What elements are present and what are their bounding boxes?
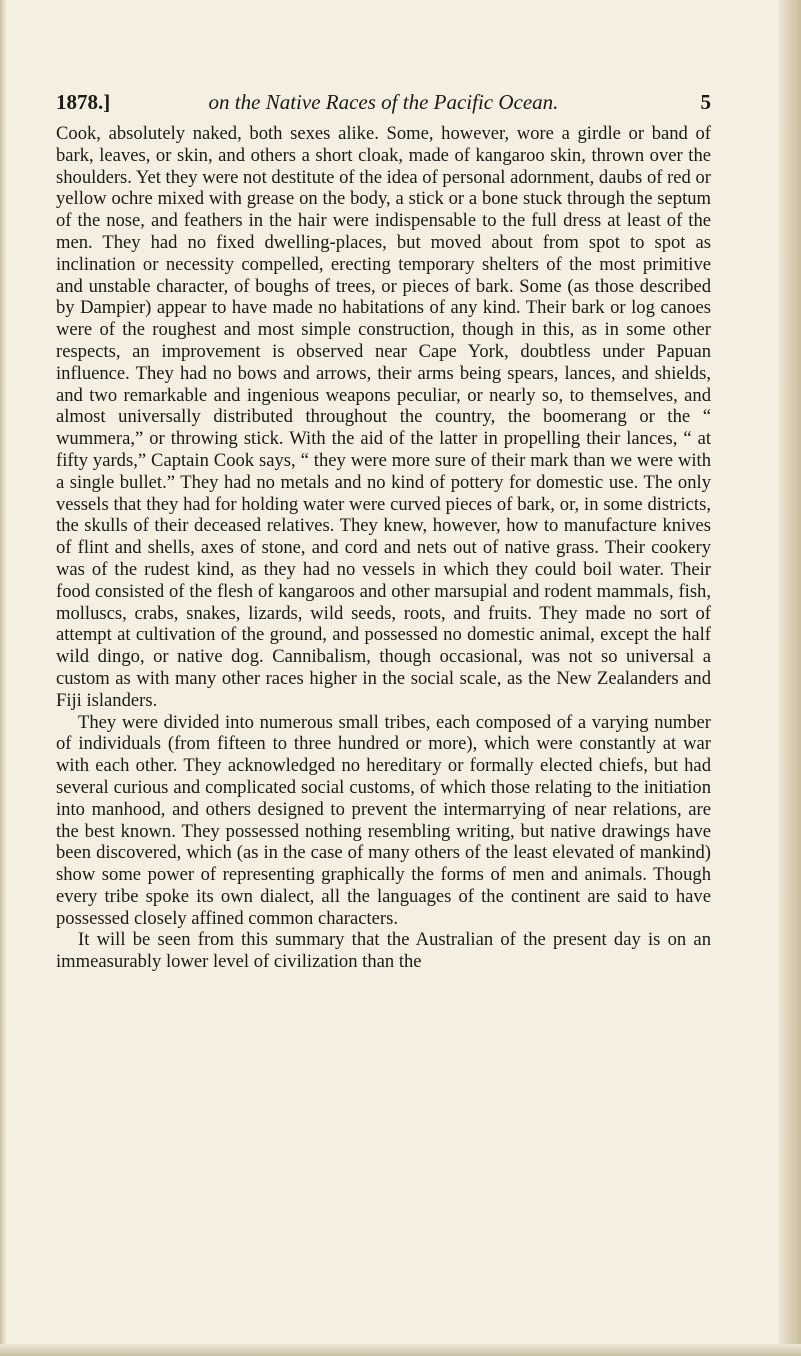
body-text <box>56 123 711 973</box>
page-edge-right <box>779 0 801 1356</box>
page-edge-left <box>0 0 6 1356</box>
running-header <box>56 90 711 118</box>
paragraph-3: It will be seen from this summary that the Australian of the present day is on an immeasurably lower level of civilization than the <box>56 929 711 973</box>
page-edge-bottom <box>0 1344 801 1356</box>
header-title: on the Native Races of the Pacific Ocean. <box>208 90 559 114</box>
page-number: 5 <box>700 90 711 114</box>
header-year: 1878.] <box>56 90 111 114</box>
paragraph-1: Cook, absolutely naked, both sexes alike. Some, however, wore a girdle or band of bark, leaves, or skin, and others a short cloak, made of kangaroo skin, thrown over the shoulders. Yet they were not destitute of the idea of personal adornment, daubs of red or yellow ochre mixed with grease on the body, a stick or a bone stuck through the septum of the nose, and feathers in the hair were indispensable to the full dress at least of the men. They had no fixed dwelling-places, but moved about from spot to spot as inclination or necessity compelled, erecting temporary shelters of the most primitive and unstable character, of boughs of trees, or pieces of bark. Some (as those described by Dampier) appear to have made no habitations of any kind. Their bark or log canoes were of the roughest and most simple construction, though in this, as in some other respects, an improvement is observed near Cape York, doubtless under Papuan influence. They had no bows and arrows, their arms being spears, lances, and shields, and two remarkable and ingenious weapons peculiar, or nearly so, to themselves, and almost universally distributed throughout the country, the boomerang or the “ wummera,” or throwing stick. With the aid of the latter in propelling their lances, “ at fifty yards,” Captain Cook says, “ they were more sure of their mark than we were with a single bullet.” They had no metals and no kind of pottery for domestic use. The only vessels that they had for holding water were curved pieces of bark, or, in some districts, the skulls of their deceased relatives. They knew, however, how to manufacture knives of flint and shells, axes of stone, and cord and nets out of native grass. Their cookery was of the rudest kind, as they had no vessels in which they could boil water. Their food consisted of the flesh of kangaroos and other marsupial and rodent mammals, fish, molluscs, crabs, snakes, lizards, wild seeds, roots, and fruits. They made no sort of attempt at cultivation of the ground, and possessed no domestic animal, except the half wild dingo, or native dog. Cannibalism, though occasional, was not so universal a custom as with many other races higher in the social scale, as the New Zealanders and Fiji islanders. <box>56 123 711 711</box>
paragraph-2: They were divided into numerous small tribes, each composed of a varying number of individuals (from fifteen to three hundred or more), which were constantly at war with each other. They acknowledged no hereditary or formally elected chiefs, but had several curious and complicated social customs, of which those relating to the initiation into manhood, and others designed to prevent the intermarrying of near relations, are the best known. They possessed nothing resembling writing, but native drawings have been discovered, which (as in the case of many others of the least elevated of mankind) show some power of representing graphically the forms of men and animals. Though every tribe spoke its own dialect, all the languages of the continent are said to have possessed closely affined common characters. <box>56 711 711 929</box>
